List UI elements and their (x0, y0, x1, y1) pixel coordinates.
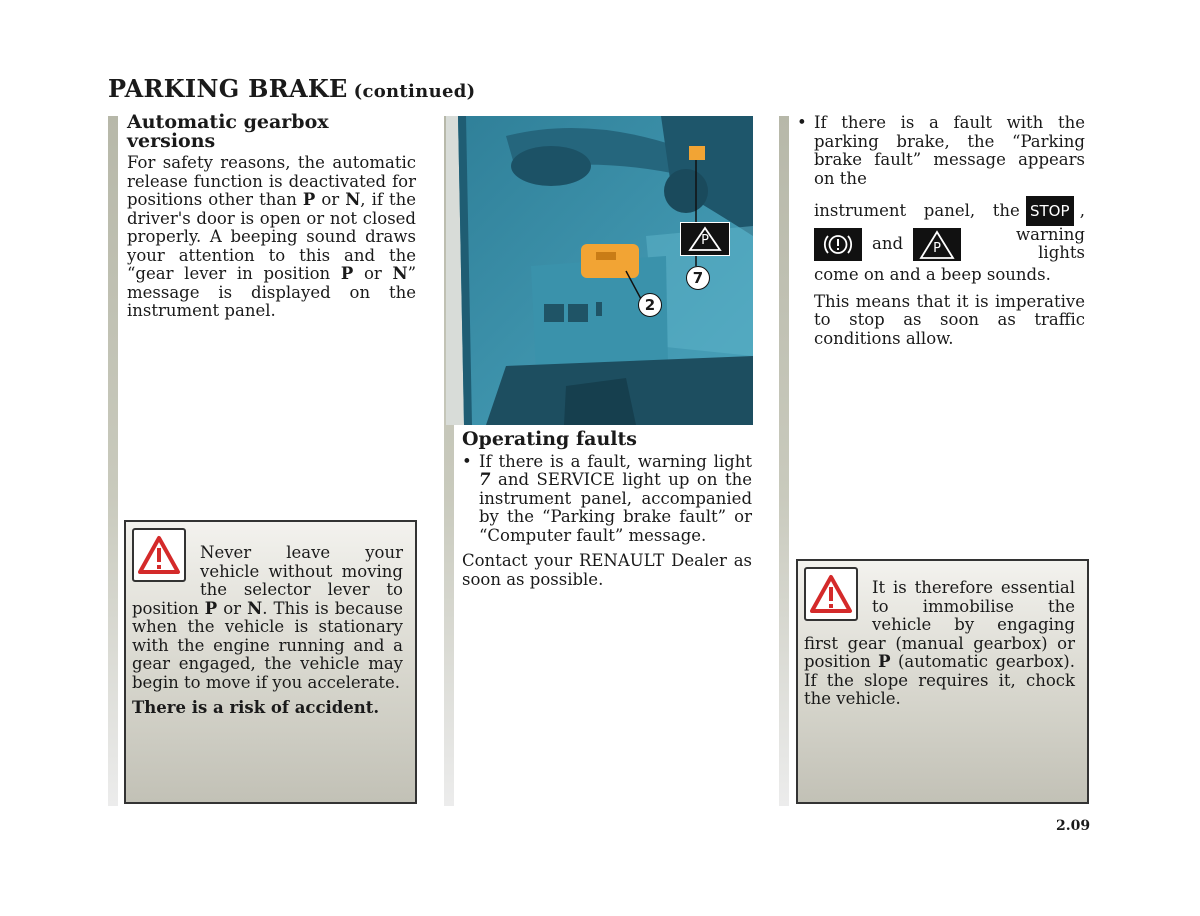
dashboard-photo (446, 116, 753, 425)
text-run: warning lights (1016, 224, 1085, 262)
callout-2: 2 (638, 293, 662, 317)
text-run: N (247, 598, 263, 618)
page-title (108, 74, 475, 103)
text-run: Never leave your vehicle without moving the selector lever to position (132, 543, 403, 618)
text-run: or (353, 264, 393, 283)
page-title-continued: (continued) (353, 81, 476, 102)
left-warning-risk: There is a risk of accident. (132, 698, 380, 717)
middle-heading: Operating faults (462, 428, 637, 450)
text-run: , (1079, 200, 1085, 220)
text-run: (automatic gearbox). If the slope requires it, chock the vehicle. (804, 652, 1075, 708)
text-run: 7 (479, 470, 491, 489)
right-b1-line2 (814, 194, 1085, 228)
text-run: P (878, 652, 891, 671)
text-run: P (204, 598, 218, 618)
text-run: N (392, 264, 408, 283)
left-paragraph (127, 154, 416, 321)
text-run: and (872, 233, 904, 253)
text-run: . This is because when the vehicle is stationary with the engine running and a gear engaged, the vehicle may begin to move if you accelerate. (132, 598, 403, 692)
right-b1-line1: • If there is a fault with the parking brake, the “Parking brake fault” message appears on the (814, 113, 1085, 188)
right-bullet-1 (797, 114, 1085, 348)
left-warning-box (124, 520, 417, 804)
text-run: P (302, 190, 316, 209)
middle-column (462, 430, 752, 589)
left-column (127, 113, 416, 321)
warning-triangle-icon (132, 528, 186, 582)
warning-triangle-icon (804, 567, 858, 621)
text-run: N (345, 190, 361, 209)
stop-indicator-icon: STOP (1026, 196, 1074, 226)
right-column (797, 114, 1085, 348)
left-column-bar (108, 116, 118, 806)
middle-contact: Contact your RENAULT Dealer as soon as possible. (462, 551, 752, 589)
middle-bullet (462, 453, 752, 546)
right-warning-box (796, 559, 1089, 804)
parking-symbol: P (701, 233, 709, 248)
text-run: ” message is displayed on the instrument panel. (127, 264, 416, 320)
parking-triangle-icon (913, 228, 961, 261)
left-heading: Automatic gearbox versions (127, 111, 329, 152)
parking-symbol: P (933, 240, 941, 256)
text-run: and SERVICE light up on the instrument panel, accompanied by the “Parking brake fault” or “Computer fault” message. (479, 470, 752, 545)
page-number: 2.09 (1056, 818, 1091, 834)
callout-7: 7 (686, 266, 710, 290)
text-run: P (340, 264, 354, 283)
text-run: or (217, 598, 248, 618)
text-run: , if the driver's door is open or not closed properly. A beeping sound draws your attention to this and the “gear lever in position (127, 190, 417, 283)
page-title-main: PARKING BRAKE (108, 74, 348, 103)
right-b1-line3 (814, 226, 1085, 262)
text-run: If there is a fault, warning light (479, 451, 752, 471)
text-run: It is therefore essential to immobilise the vehicle by engaging first gear (manual gearbox) or position (804, 578, 1075, 671)
text-run: or (315, 190, 346, 209)
parking-triangle-icon (680, 222, 730, 256)
right-bullet-2: This means that it is imperative to stop as soon as traffic conditions allow. (814, 291, 1085, 348)
text-run: instrument panel, the (814, 200, 1020, 220)
brake-circle-icon (814, 228, 862, 261)
right-column-bar (779, 116, 789, 806)
text-run: For safety reasons, the automatic release function is deactivated for positions other than (127, 153, 416, 209)
right-b1-line4: come on and a beep sounds. (814, 265, 1051, 284)
